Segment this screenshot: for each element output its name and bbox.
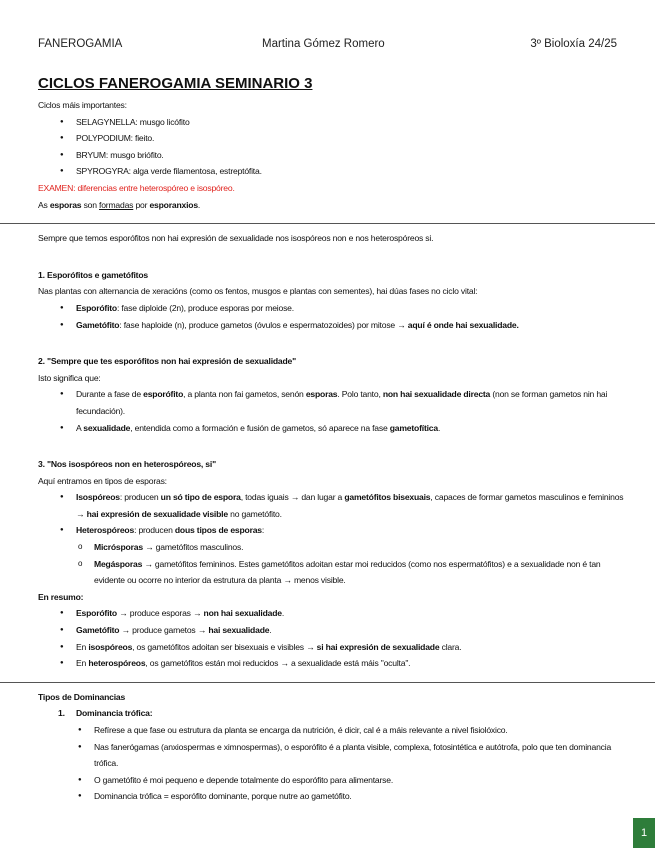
sub-list [76,539,628,589]
sempre-sentence: Sempre que temos esporófitos non hai expresión de sexualidade nos isospóreos non e nos heterospóreos si. [38,233,434,244]
text: son [81,199,100,210]
text-bold: dous tipos de esporas [174,525,262,536]
resumo-list [38,605,628,671]
text: . [281,608,285,619]
text-bold: sexualidade [83,422,131,433]
section-3-title: 3. "Nos isospóreos non en heterospóreos, si" [38,459,216,470]
text: : fase haploide (n), produce gametos (óvulos e espermatozoides) por mitose → [119,319,408,330]
list-item [58,705,628,805]
list-item: ● BRYUM: musgo briófito. [76,147,628,164]
text: Durante a fase de [76,389,144,400]
text-bold: esporas [49,199,82,210]
text-bold: heterospóreos [88,658,146,669]
intro-list [38,114,628,180]
list-item [76,420,628,437]
header-author: Martina Gómez Romero [262,38,385,50]
list-item [76,489,628,522]
text: → produce esporas → [116,608,204,619]
text: no gametófito. [227,508,282,519]
section-3-list [38,489,628,589]
text-bold: Heterospóreos [76,525,135,536]
text-bold: Gametófito [76,319,120,330]
text: → gametófitos masculinos. [142,542,244,553]
section-1-list [38,300,628,333]
text: → produce gametos → [119,625,209,636]
text: , capaces de formar gametos masculinos e femininos → [76,492,624,519]
text-bold: Megásporas [94,558,143,569]
list-item [76,300,628,317]
section-2-list [38,386,628,436]
resumo-title: En resumo: [38,591,84,602]
text-bold: Dominancia trófica: [76,708,153,719]
text: (non se forman gametos nin hai fecundación). [76,389,608,416]
dominancias-title: Tipos de Dominancias [38,691,126,702]
list-item [94,556,628,589]
sub-list [76,722,628,805]
text-bold: esporanxios [149,199,198,210]
header-course: 3º Bioloxía 24/25 [530,38,617,50]
text-bold: esporófito [143,389,184,400]
list-item [76,655,628,672]
text: , todas iguais → dan lugar a [240,492,345,503]
list-item [76,317,628,334]
text-bold: isospóreos [88,641,133,652]
esporas-sentence [38,197,628,214]
text-bold: gametófitos bisexuais [344,492,431,503]
text: En [76,658,89,669]
text: A [76,422,84,433]
list-number: 1. [58,708,65,719]
text: : fase diploide (2n), produce esporas por meiose. [116,302,294,313]
section-2-title: 2. "Sempre que tes esporófitos non hai expresión de sexualidade" [38,356,297,367]
document-body [38,74,628,805]
text-bold: Isospóreos [76,492,120,503]
text: , entendida como a formación e fusión de gametos, só aparece na fase [130,422,390,433]
divider [0,682,655,683]
text: . [197,199,201,210]
list-item [94,539,628,556]
section-1-title: 1. Esporófitos e gametófitos [38,269,148,280]
list-item: ● SELAGYNELLA: musgo licófito [76,114,628,131]
dominancias-list [38,705,628,805]
list-item [76,622,628,639]
page-title: CICLOS FANEROGAMIA SEMINARIO 3 [38,75,313,92]
text-underlined: formadas [99,199,134,210]
text-bold: un só tipo de espora [160,492,241,503]
intro-lead: Ciclos máis importantes: [38,100,127,110]
text-bold: gametofítica [389,422,438,433]
list-item [76,639,628,656]
text: . [269,625,272,636]
text-bold: Micrósporas [94,542,143,553]
list-item: ● O gametófito é moi pequeno e depende totalmente do esporófito para alimentarse. [94,772,628,789]
section-1-lead: Nas plantas con alternancia de xeracións (como os fentos, musgos e plantas con sementes), hai dúas fases no ciclo vital: [38,286,478,297]
header-subject: FANEROGAMIA [38,38,123,50]
text-bold: hai expresión de sexualidade visible [86,508,228,519]
text-bold: non hai sexualidade directa [382,389,491,400]
text: . [437,422,441,433]
list-item [76,522,628,588]
text-bold: Esporófito [76,608,117,619]
text-bold: hai sexualidade [208,625,270,636]
text: : producen [134,525,175,536]
page-number-badge: 1 [633,818,655,848]
exam-note: EXAMEN: diferencias entre heterospóreo e isospóreo. [38,182,235,193]
list-item: ● SPYROGYRA: alga verde filamentosa, estreptófita. [76,163,628,180]
list-item: ● POLYPODIUM: fieito. [76,130,628,147]
list-item [76,605,628,622]
text: : [261,525,265,536]
text-bold: non hai sexualidade [203,608,282,619]
text-bold: si hai expresión de sexualidade [316,641,440,652]
text-bold: Esporófito [76,302,117,313]
list-item: ● Dominancia trófica = esporófito dominante, porque nutre ao gametófito. [94,788,628,805]
divider [0,223,655,224]
text-bold: aquí é onde hai sexualidade. [407,319,519,330]
list-item [76,386,628,419]
list-item: ● Refírese a que fase ou estrutura da planta se encarga da nutrición, é dicir, cal é a máis relevante a nivel fisiolóxico. [94,722,628,739]
section-3-lead: Aquí entramos en tipos de esporas: [38,475,167,486]
text: → gametófitos femininos. Estes gametófitos adoitan estar moi reducidos (como nos espermatófitos) e a sexualidade non é tan evidente ou ocorre no interior da estrutura da planta → menos visible. [94,558,601,586]
text: , a planta non fai gametos, senón [183,389,306,400]
text-bold: Gametófito [76,625,120,636]
text-bold: esporas [305,389,338,400]
text: por [133,199,150,210]
text: . Polo tanto, [337,389,383,400]
text: clara. [439,641,462,652]
text: , os gametófitos adoitan ser bisexuais e visibles → [132,641,317,652]
text: As [38,199,50,210]
text: , os gametófitos están moi reducidos → a sexualidade está máis "oculta". [145,658,411,669]
list-item: ● Nas fanerógamas (anxiospermas e ximnospermas), o esporófito é a planta visible, complexa, fotosintética e autótrofa, polo que ten dominancia trófica. [94,739,628,772]
text: En [76,641,89,652]
section-2-lead: Isto significa que: [38,372,101,383]
text: : producen [119,492,161,503]
